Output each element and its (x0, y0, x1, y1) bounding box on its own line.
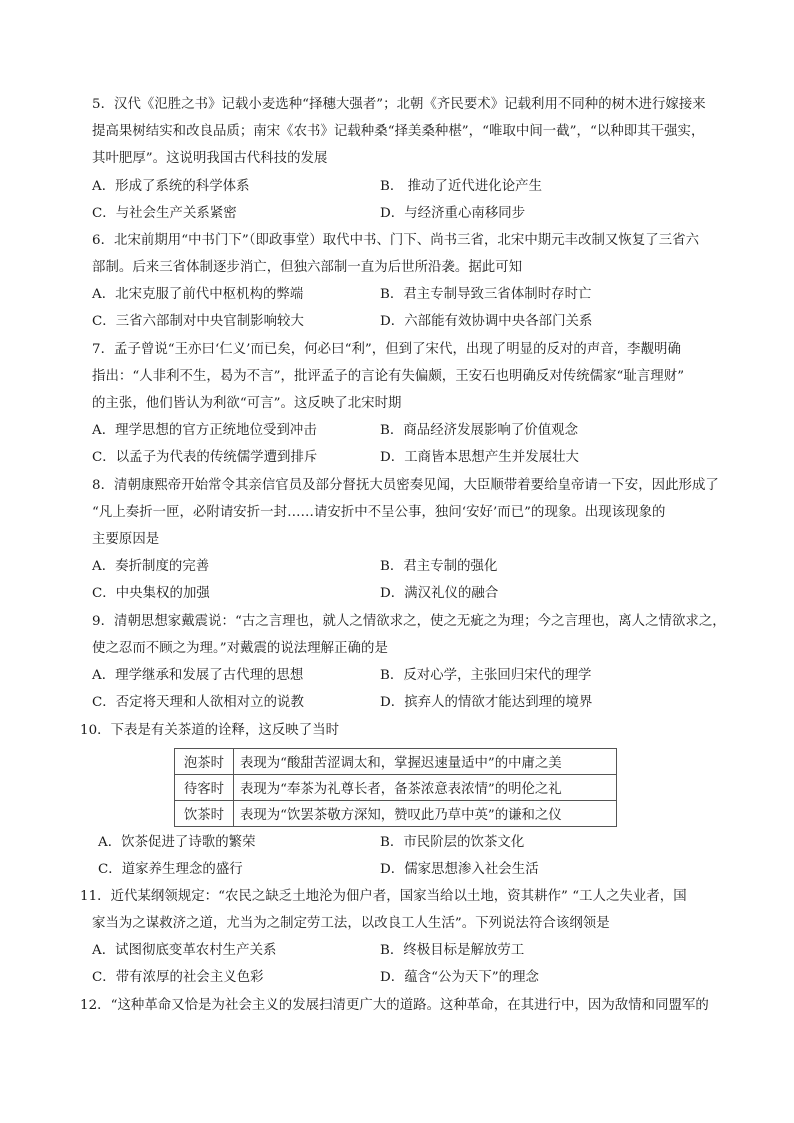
q10-stem-line-1: 10．下表是有关茶道的诠释，这反映了当时 (80, 723, 340, 738)
q11-option-c[interactable]: C．带有浓厚的社会主义色彩 (92, 970, 264, 985)
table-cell-header: 饮茶时 (175, 801, 234, 827)
q11-stem-line-2: 家当为之谋救济之道，尤当为之制定劳工法，以改良工人生活”。下列说法符合该纲领是 (92, 916, 610, 931)
q6-stem-line-1: 6．北宋前期用“中书门下”（即政事堂）取代中书、门下、尚书三省，北宋中期元丰改制又恢复了三省六 (92, 233, 700, 248)
q11-option-a[interactable]: A．试图彻底变革农村生产关系 (92, 943, 277, 958)
q5-option-b[interactable]: B． 推动了近代进化论产生 (380, 179, 543, 194)
q10-option-a[interactable]: A．饮茶促进了诗歌的繁荣 (98, 835, 256, 850)
q10-option-c[interactable]: C．道家养生理念的盛行 (98, 862, 243, 877)
q9-option-d[interactable]: D．摈弃人的情欲才能达到理的境界 (380, 695, 593, 710)
q5-stem-line-1: 5．汉代《氾胜之书》记载小麦选种“择穗大强者”；北朝《齐民要术》记载利用不同种的树木进行嫁接来 (92, 97, 706, 112)
q8-option-b[interactable]: B．君主专制的强化 (380, 559, 498, 574)
q5-stem-line-3: 其叶肥厚”。这说明我国古代科技的发展 (92, 151, 328, 166)
q7-option-b[interactable]: B．商品经济发展影响了价值观念 (380, 423, 579, 438)
q5-option-a[interactable]: A．形成了系统的科学体系 (92, 179, 250, 194)
q10-option-d[interactable]: D．儒家思想渗入社会生活 (380, 862, 539, 877)
q7-stem-line-2: 指出：“人非利不生，曷为不言”，批评孟子的言论有失偏颇，王安石也明确反对传统儒家“耻言理财” (92, 369, 685, 384)
q6-option-d[interactable]: D．六部能有效协调中央各部门关系 (380, 314, 593, 329)
table-cell-description: 表现为“饮罢茶敬方深知，赞叹此乃草中英”的谦和之仪 (234, 801, 617, 827)
table-cell-header: 泡茶时 (175, 749, 234, 775)
table-row (175, 801, 617, 827)
q8-stem-line-3: 主要原因是 (92, 532, 160, 547)
q9-option-a[interactable]: A．理学继承和发展了古代理的思想 (92, 668, 304, 683)
q9-stem-line-2: 使之忍而不顾之为理。”对戴震的说法理解正确的是 (92, 641, 388, 656)
q8-stem-line-1: 8．清朝康熙帝开始常令其亲信官员及部分督抚大员密奏见闻，大臣顺带着要给皇帝请一下安，因此形成了 (92, 478, 719, 493)
table-row (175, 775, 617, 801)
q8-option-d[interactable]: D．满汉礼仪的融合 (380, 586, 499, 601)
q6-option-c[interactable]: C．三省六部制对中央官制影响较大 (92, 314, 304, 329)
q7-option-d[interactable]: D．工商皆本思想产生并发展壮大 (380, 450, 579, 465)
q10-option-b[interactable]: B．市民阶层的饮茶文化 (380, 835, 525, 850)
tea-ceremony-table (174, 748, 617, 827)
q5-option-c[interactable]: C．与社会生产关系紧密 (92, 206, 237, 221)
q11-option-b[interactable]: B．终极目标是解放劳工 (380, 943, 525, 958)
q9-option-b[interactable]: B．反对心学，主张回归宋代的理学 (380, 668, 592, 683)
q5-stem-line-2: 提高果树结实和改良品质；南宋《农书》记载种桑“择美桑种椹”，“唯取中间一截”，“以种即其干强实， (92, 124, 705, 139)
q7-stem-line-1: 7．孟子曾说“王亦曰‘仁义’而已矣，何必曰“利”，但到了宋代，出现了明显的反对的声音，李觏明确 (92, 342, 681, 357)
q8-option-a[interactable]: A．奏折制度的完善 (92, 559, 210, 574)
q8-stem-line-2: “凡上奏折一匣，必附请安折一封……请安折中不呈公事，独问‘安好’而已”的现象。出现该现象的 (92, 505, 666, 520)
q8-option-c[interactable]: C．中央集权的加强 (92, 586, 210, 601)
table-cell-header: 待客时 (175, 775, 234, 801)
q7-option-c[interactable]: C．以孟子为代表的传统儒学遭到排斥 (92, 450, 318, 465)
q6-option-b[interactable]: B．君主专制导致三省体制时存时亡 (380, 287, 592, 302)
table-row (175, 749, 617, 775)
q9-stem-line-1: 9．清朝思想家戴震说：“古之言理也，就人之情欲求之，使之无疵之为理；今之言理也，离人之情欲求之， (92, 614, 726, 629)
q9-option-c[interactable]: C．否定将天理和人欲相对立的说教 (92, 695, 304, 710)
q7-option-a[interactable]: A．理学思想的官方正统地位受到冲击 (92, 423, 317, 438)
q11-stem-line-1: 11．近代某纲领规定：“农民之缺乏土地沦为佃户者，国家当给以土地，资其耕作” “工人之失业者，国 (80, 889, 687, 904)
q5-option-d[interactable]: D．与经济重心南移同步 (380, 206, 526, 221)
q6-stem-line-2: 部制。后来三省体制逐步消亡，但独六部制一直为后世所沿袭。据此可知 (92, 260, 523, 275)
table-cell-description: 表现为“酸甜苦涩调太和，掌握迟速量适中”的中庸之美 (234, 749, 617, 775)
q6-option-a[interactable]: A．北宋克服了前代中枢机构的弊端 (92, 287, 304, 302)
q7-stem-line-3: 的主张，他们皆认为利欲“可言”。这反映了北宋时期 (92, 396, 402, 411)
q11-option-d[interactable]: D．蕴含“公为天下”的理念 (380, 970, 539, 985)
table-cell-description: 表现为“奉茶为礼尊长者，备茶浓意表浓情”的明伦之礼 (234, 775, 617, 801)
q12-stem-line-1: 12．“这种革命又恰是为社会主义的发展扫清更广大的道路。这种革命，在其进行中，因为敌情和同盟军的 (80, 998, 709, 1013)
